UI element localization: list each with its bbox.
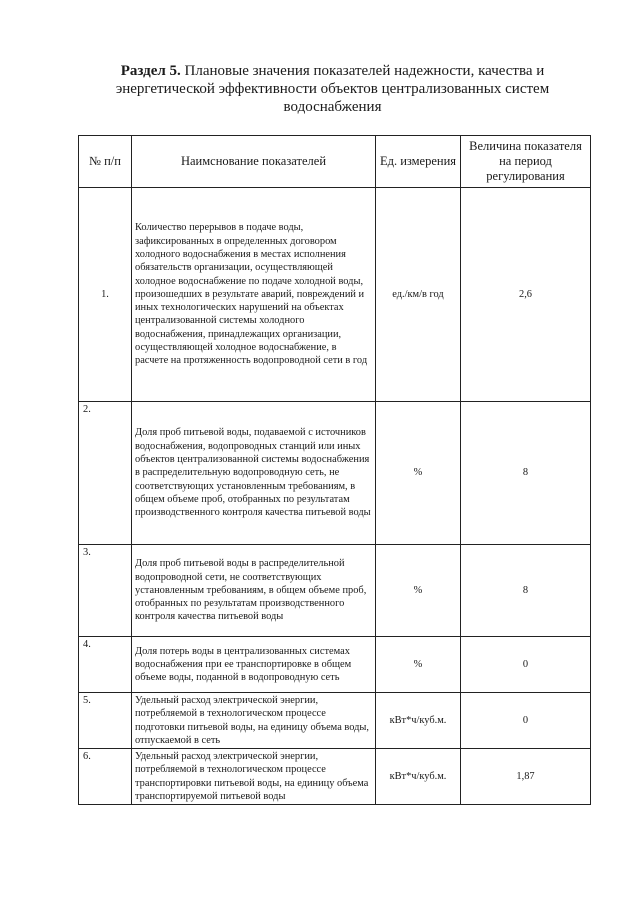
table-row xyxy=(79,749,591,805)
header-name: Наимснование показателей xyxy=(132,136,376,188)
row-name: Доля потерь воды в централизованных системах водоснабжения при ее транспортировке в общем объеме воды, поданной в водопроводную сеть xyxy=(132,637,376,693)
row-value: 0 xyxy=(461,693,591,749)
row-value: 1,87 xyxy=(461,749,591,805)
section-number: Раздел 5. xyxy=(120,63,181,79)
table-header-row xyxy=(79,136,591,188)
row-num: 5. xyxy=(79,693,132,749)
header-unit: Ед. измерения xyxy=(376,136,461,188)
row-name: Удельный расход электрической энергии, потребляемой в технологическом процессе подготовки питьевой воды, на единицу объема воды, отпускаемой в сеть xyxy=(132,693,376,749)
row-num: 1. xyxy=(79,188,132,402)
row-unit: кВт*ч/куб.м. xyxy=(376,749,461,805)
row-value: 2,6 xyxy=(461,188,591,402)
row-value: 0 xyxy=(461,637,591,693)
row-unit: % xyxy=(376,545,461,637)
row-unit: кВт*ч/куб.м. xyxy=(376,693,461,749)
row-name: Доля проб питьевой воды в распределительной водопроводной сети, не соответствующих установленным требованиям, в общем объеме проб, отобранных по результатам производственного контроля качества питьевой воды xyxy=(132,545,376,637)
section-title: Плановые значения показателей надежности, качества и энергетической эффективности объектов централизованных систем водоснабжения xyxy=(115,63,550,115)
row-unit: % xyxy=(376,637,461,693)
row-num: 3. xyxy=(79,545,132,637)
table-row xyxy=(79,545,591,637)
row-value: 8 xyxy=(461,402,591,545)
header-value: Величина показателя на период регулирования xyxy=(461,136,591,188)
table-row xyxy=(79,637,591,693)
header-num: № п/п xyxy=(79,136,132,188)
table-row xyxy=(79,188,591,402)
table-row xyxy=(79,402,591,545)
row-unit: ед./км/в год xyxy=(376,188,461,402)
indicators-table xyxy=(78,135,591,805)
row-num: 2. xyxy=(79,402,132,545)
row-unit: % xyxy=(376,402,461,545)
table-row xyxy=(79,693,591,749)
row-name: Количество перерывов в подаче воды, зафиксированных в определенных договором холодного водоснабжения в местах исполнения обязательств организации, осуществляющей холодное водоснабжение по подаче холодной воды, произошедших в результате аварий, повреждений и иных технологических нарушений на объектах централизованной системы холодного водоснабжения, принадлежащих организации, осуществляющей холодное водоснабжение, в расчете на протяженность водопроводной сети в год xyxy=(132,188,376,402)
row-num: 4. xyxy=(79,637,132,693)
row-name: Удельный расход электрической энергии, потребляемой в технологическом процессе транспортировки питьевой воды, на единицу объема транспортируемой питьевой воды xyxy=(132,749,376,805)
row-value: 8 xyxy=(461,545,591,637)
row-name: Доля проб питьевой воды, подаваемой с источников водоснабжения, водопроводных станций или иных объектов централизованной системы водоснабжения в распределительную водопроводную сеть, не соответствующих установленным требованиям, в общем объеме проб, отобранных по результатам производственного контроля качества питьевой воды xyxy=(132,402,376,545)
page-title xyxy=(95,62,570,116)
row-num: 6. xyxy=(79,749,132,805)
